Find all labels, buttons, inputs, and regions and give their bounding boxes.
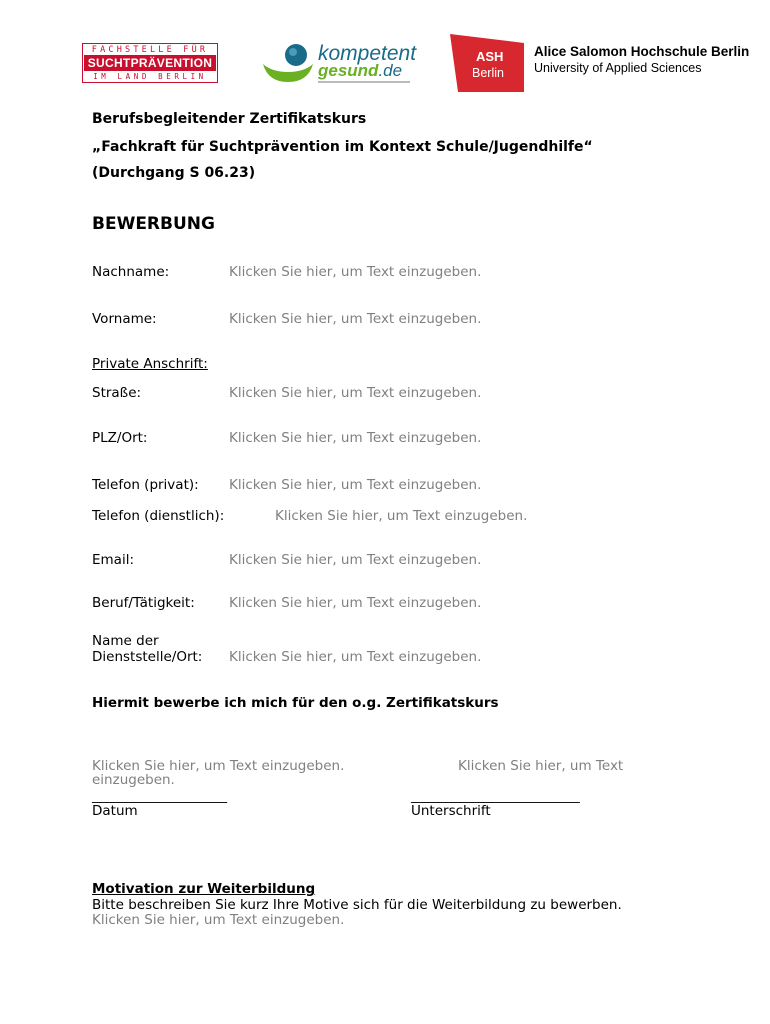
kompetent-text: kompetent bbox=[318, 42, 417, 65]
telefon-dienstlich-field[interactable]: Klicken Sie hier, um Text einzugeben. bbox=[275, 508, 528, 524]
motivation-heading: Motivation zur Weiterbildung bbox=[92, 881, 316, 897]
email-field[interactable]: Klicken Sie hier, um Text einzugeben. bbox=[229, 552, 482, 568]
ash-logo bbox=[448, 34, 748, 92]
course-title: „Fachkraft für Suchtprävention im Kontext Schule/Jugendhilfe“ bbox=[92, 139, 593, 155]
plz-ort-field[interactable]: Klicken Sie hier, um Text einzugeben. bbox=[229, 430, 482, 446]
kompetent-tagline-rule bbox=[318, 81, 410, 83]
telefon-privat-label: Telefon (privat): bbox=[92, 477, 199, 493]
signature-field[interactable]: Klicken Sie hier, um Text bbox=[458, 758, 624, 774]
date-label: Datum bbox=[92, 803, 138, 819]
strasse-label: Straße: bbox=[92, 385, 142, 401]
plz-ort-label: PLZ/Ort: bbox=[92, 430, 148, 446]
course-type: Berufsbegleitender Zertifikatskurs bbox=[92, 111, 367, 127]
vorname-field[interactable]: Klicken Sie hier, um Text einzugeben. bbox=[229, 311, 482, 327]
date-field[interactable]: Klicken Sie hier, um Text einzugeben. bbox=[92, 758, 345, 774]
ash-badge-icon bbox=[448, 34, 530, 92]
beruf-field[interactable]: Klicken Sie hier, um Text einzugeben. bbox=[229, 595, 482, 611]
signature-label: Unterschrift bbox=[411, 803, 491, 819]
nachname-label: Nachname: bbox=[92, 264, 170, 280]
dienststelle-field[interactable]: Klicken Sie hier, um Text einzugeben. bbox=[229, 649, 482, 665]
beruf-label: Beruf/Tätigkeit: bbox=[92, 595, 195, 611]
ash-badge-line1: ASH bbox=[476, 49, 504, 64]
kompetent-gesund-logo bbox=[260, 42, 420, 88]
motivation-instructions: Bitte beschreiben Sie kurz Ihre Motive sich für die Weiterbildung zu bewerben. bbox=[92, 897, 622, 913]
vorname-label: Vorname: bbox=[92, 311, 157, 327]
kompetent-gesund-emblem-icon bbox=[260, 42, 318, 88]
course-run: (Durchgang S 06.23) bbox=[92, 165, 256, 181]
email-label: Email: bbox=[92, 552, 135, 568]
ash-subtitle: University of Applied Sciences bbox=[534, 61, 702, 75]
motivation-field[interactable]: Klicken Sie hier, um Text einzugeben. bbox=[92, 912, 345, 928]
fachstelle-logo bbox=[82, 43, 218, 83]
date-rule: ____________________ bbox=[92, 788, 227, 804]
ash-name: Alice Salomon Hochschule Berlin bbox=[534, 44, 750, 59]
fachstelle-logo-top: FACHSTELLE FÜR bbox=[91, 45, 209, 55]
fachstelle-logo-bottom: IM LAND BERLIN bbox=[93, 72, 207, 81]
page-title: BEWERBUNG bbox=[92, 214, 215, 234]
private-anschrift-heading: Private Anschrift: bbox=[92, 356, 208, 372]
strasse-field[interactable]: Klicken Sie hier, um Text einzugeben. bbox=[229, 385, 482, 401]
signature-field-wrap: einzugeben. bbox=[92, 772, 175, 788]
telefon-dienstlich-label: Telefon (dienstlich): bbox=[92, 508, 225, 524]
signature-rule: _________________________ bbox=[411, 788, 580, 804]
gesund-text: gesund.de bbox=[318, 61, 403, 80]
ash-badge-line2: Berlin bbox=[472, 66, 504, 80]
declaration-text: Hiermit bewerbe ich mich für den o.g. Zertifikatskurs bbox=[92, 695, 499, 711]
dienststelle-label-line2: Dienststelle/Ort: bbox=[92, 649, 203, 665]
dienststelle-label-line1: Name der bbox=[92, 633, 159, 649]
fachstelle-logo-middle: SUCHTPRÄVENTION bbox=[84, 55, 216, 71]
nachname-field[interactable]: Klicken Sie hier, um Text einzugeben. bbox=[229, 264, 482, 280]
telefon-privat-field[interactable]: Klicken Sie hier, um Text einzugeben. bbox=[229, 477, 482, 493]
